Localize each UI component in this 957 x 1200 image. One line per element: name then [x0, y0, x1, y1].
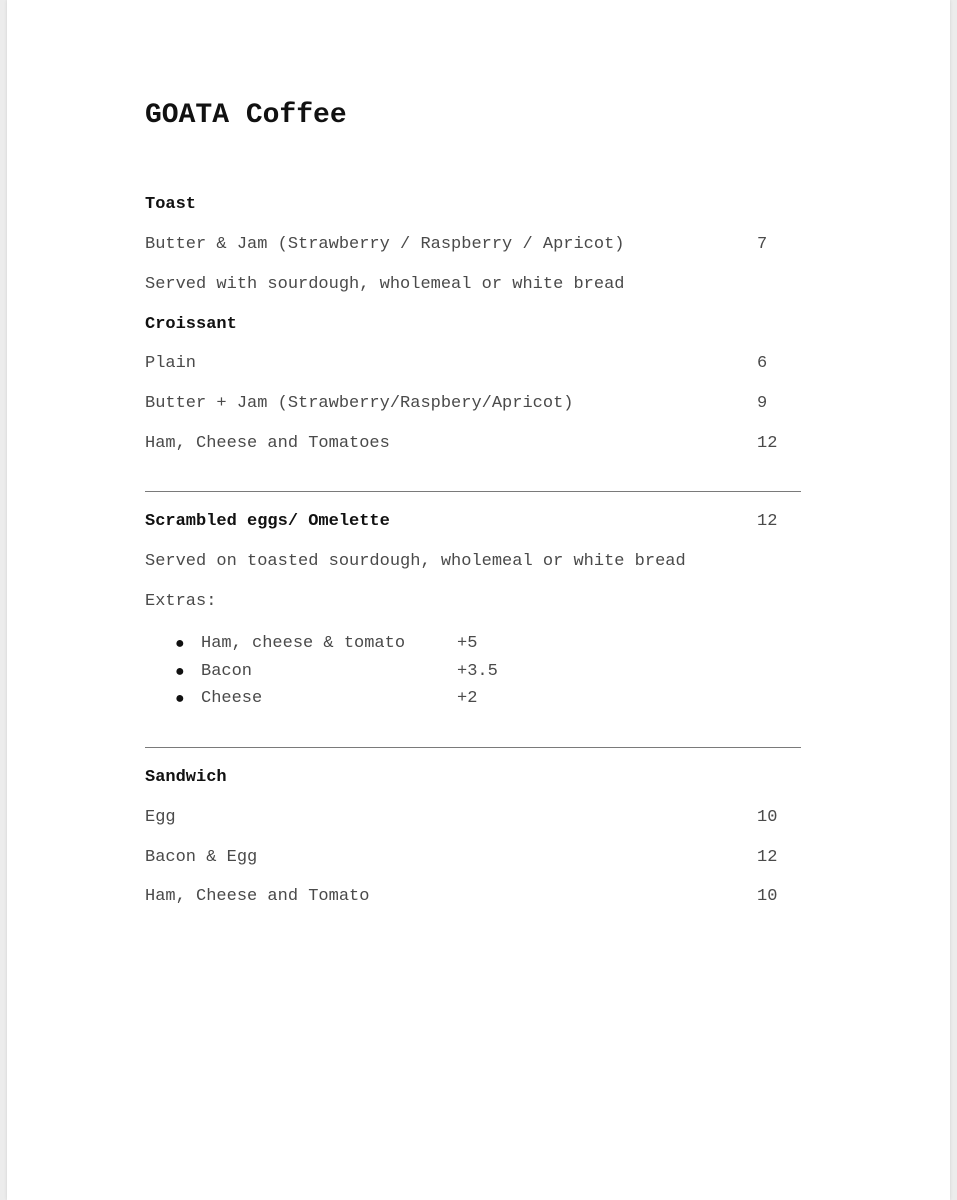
document-page — [7, 0, 950, 1200]
section-divider — [145, 491, 801, 492]
menu-item-price: 10 — [757, 808, 778, 827]
menu-item — [145, 847, 785, 869]
menu-item-label: Ham, Cheese and Tomatoes — [145, 434, 390, 453]
menu-item-price: 12 — [757, 848, 778, 867]
menu-item-price: 6 — [757, 354, 768, 373]
menu-item — [145, 393, 785, 415]
menu-item-label: Butter & Jam (Strawberry / Raspberry / Apricot) — [145, 235, 625, 254]
menu-note — [145, 551, 785, 573]
menu-item-label: Butter + Jam (Strawberry/Raspbery/Apricot) — [145, 394, 574, 413]
section-divider — [145, 747, 801, 748]
menu-item-price: 10 — [757, 887, 778, 906]
menu-note — [145, 274, 785, 296]
menu-item-price: 9 — [757, 394, 768, 413]
menu-item-price: 12 — [757, 512, 778, 531]
page-title: GOATA Coffee — [145, 100, 347, 131]
list-item — [145, 633, 545, 655]
menu-item — [145, 807, 785, 829]
menu-note-text: Served with sourdough, wholemeal or white bread — [145, 275, 625, 294]
section-heading-croissant — [145, 314, 785, 336]
bullet-icon: ● — [175, 663, 185, 681]
menu-item-price: 12 — [757, 434, 778, 453]
extra-price: +5 — [457, 634, 478, 653]
extra-name: Bacon — [201, 662, 253, 681]
section-heading-label: Scrambled eggs/ Omelette — [145, 512, 390, 531]
menu-item — [145, 353, 785, 375]
section-heading-label: Croissant — [145, 315, 237, 334]
list-item — [145, 688, 545, 710]
menu-item-label: Ham, Cheese and Tomato — [145, 887, 370, 906]
extras-label — [145, 591, 785, 613]
bullet-icon: ● — [175, 635, 185, 653]
bullet-icon: ● — [175, 690, 185, 708]
menu-item-label: Egg — [145, 808, 176, 827]
section-heading-label: Sandwich — [145, 768, 227, 787]
menu-item-label: Bacon & Egg — [145, 848, 258, 867]
menu-item — [145, 433, 785, 455]
extras-label-text: Extras: — [145, 592, 217, 611]
list-item — [145, 661, 545, 683]
section-heading-toast — [145, 194, 785, 216]
menu-item-label: Plain — [145, 354, 197, 373]
menu-note-text: Served on toasted sourdough, wholemeal or white bread — [145, 552, 686, 571]
section-heading-sandwich — [145, 767, 785, 789]
extra-name: Cheese — [201, 689, 263, 708]
extra-price: +3.5 — [457, 662, 498, 681]
menu-item — [145, 886, 785, 908]
menu-item-price: 7 — [757, 235, 768, 254]
menu-item — [145, 234, 785, 256]
extra-name: Ham, cheese & tomato — [201, 634, 406, 653]
section-heading-eggs — [145, 511, 785, 533]
extra-price: +2 — [457, 689, 478, 708]
section-heading-label: Toast — [145, 195, 197, 214]
